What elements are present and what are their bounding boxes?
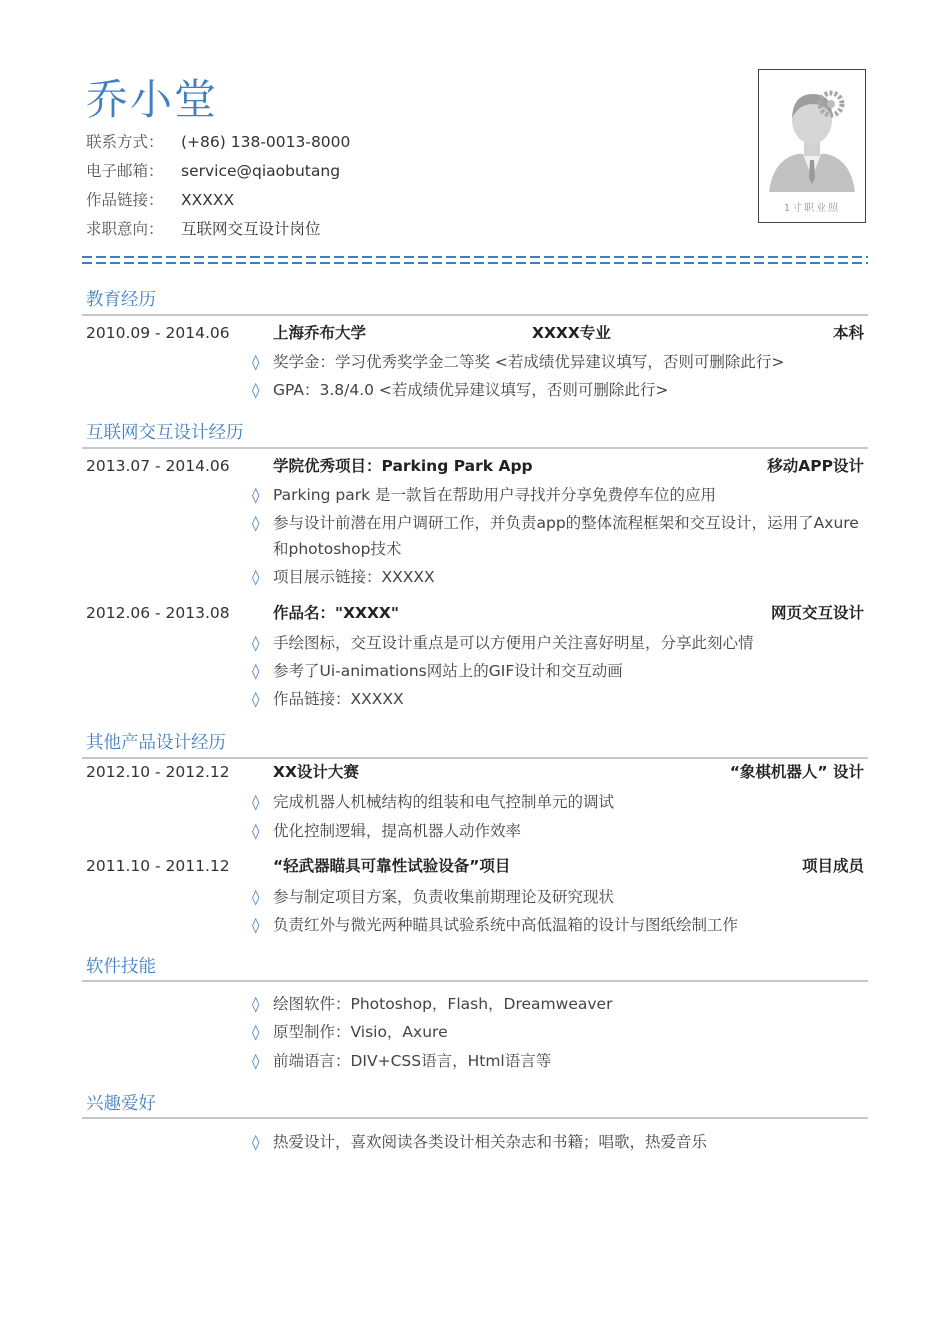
bullet-item [252,349,864,375]
section-rule-product [82,757,868,759]
bullet-item [252,1048,864,1074]
product-entry-1 [86,761,864,783]
contact-phone-label: 联系方式： [86,133,164,151]
bullet-text: 绘图软件：Photoshop，Flash，Dreamweaver [273,995,613,1013]
photo-caption: 1寸职业照 [783,203,841,214]
bullet-text: 参与设计前潜在用户调研工作，并负责app的整体流程框架和交互设计，运用了Axure和photoshop技术 [273,514,859,558]
entry-date: 2010.09 - 2014.06 [86,324,230,342]
bullet-text: 手绘图标，交互设计重点是可以方便用户关注喜好明星，分享此刻心情 [273,634,754,652]
diamond-outline-icon: ◊ [252,662,260,680]
contact-objective-value: 互联网交互设计岗位 [181,220,321,238]
contact-email-value: service@qiaobutang [181,162,341,180]
entry-role: 项目成员 [801,857,864,875]
bullet-text: 参考了Ui-animations网站上的GIF设计和交互动画 [273,662,623,680]
bullet-text: 热爱设计，喜欢阅读各类设计相关杂志和书籍；唱歌，热爱音乐 [273,1133,708,1151]
diamond-outline-icon: ◊ [252,353,260,371]
entry-project: “轻武器瞄具可靠性试验设备”项目 [273,857,511,875]
bullet-text: 原型制作：Visio，Axure [273,1023,448,1041]
header-double-divider [82,253,868,267]
bullet-text: 作品链接：XXXXX [273,690,404,708]
bullet-item [252,884,864,910]
bullet-text: 负责红外与微光两种瞄具试验系统中高低温箱的设计与图纸绘制工作 [273,916,739,934]
diamond-outline-icon: ◊ [252,822,260,840]
education-entry [86,322,864,344]
section-rule-skills [82,980,868,982]
bullet-text: GPA：3.8/4.0 <若成绩优异建议填写，否则可删除此行> [273,381,669,399]
entry-project: XX设计大赛 [273,763,359,781]
entry-major: XXXX专业 [532,324,611,342]
interaction-entry-2 [86,602,864,624]
candidate-name: 乔小堂 [86,75,219,124]
section-rule-interaction [82,447,868,449]
section-title-product: 其他产品设计经历 [86,733,226,753]
diamond-outline-icon: ◊ [252,995,260,1013]
contact-email-label: 电子邮箱： [86,162,164,180]
entry-school: 上海乔布大学 [273,324,367,342]
entry-role: “象棋机器人” 设计 [729,763,864,781]
entry-date: 2013.07 - 2014.06 [86,457,230,475]
entry-date: 2012.10 - 2012.12 [86,763,230,781]
bullet-item [252,377,864,403]
section-rule-hobbies [82,1117,868,1119]
bullet-item [252,818,864,844]
bullet-item [252,482,864,508]
diamond-outline-icon: ◊ [252,1133,260,1151]
diamond-outline-icon: ◊ [252,568,260,586]
contact-portfolio-value: XXXXX [181,191,235,209]
diamond-outline-icon: ◊ [252,916,260,934]
bullet-text: 参与制定项目方案，负责收集前期理论及研究现状 [273,888,615,906]
entry-date: 2012.06 - 2013.08 [86,604,230,622]
section-title-skills: 软件技能 [86,957,156,977]
bullet-item [252,658,864,684]
bullet-item [252,1129,864,1155]
bullet-text: 优化控制逻辑，提高机器人动作效率 [273,822,522,840]
bullet-item [252,912,864,938]
bullet-item [252,564,864,590]
diamond-outline-icon: ◊ [252,486,260,504]
avatar-silhouette-icon [763,74,861,218]
entry-role: 移动APP设计 [767,457,864,475]
bullet-item [252,630,864,656]
bullet-text: 前端语言：DIV+CSS语言，Html语言等 [273,1052,552,1070]
diamond-outline-icon: ◊ [252,793,260,811]
bullet-text: 完成机器人机械结构的组装和电气控制单元的调试 [273,793,615,811]
entry-project: 学院优秀项目：Parking Park App [273,457,533,475]
contact-portfolio-label: 作品链接： [86,191,164,209]
entry-date: 2011.10 - 2011.12 [86,857,230,875]
contact-phone [86,132,350,152]
section-title-interaction: 互联网交互设计经历 [86,423,244,443]
bullet-text: 奖学金：学习优秀奖学金二等奖 <若成绩优异建议填写，否则可删除此行> [273,353,785,371]
entry-degree: 本科 [832,324,864,342]
entry-project: 作品名："XXXX" [273,604,399,622]
contact-portfolio [86,190,234,210]
section-rule-education [82,314,868,316]
diamond-outline-icon: ◊ [252,1023,260,1041]
contact-objective-label: 求职意向： [86,220,164,238]
interaction-entry-1 [86,455,864,477]
section-title-education: 教育经历 [86,290,156,310]
bullet-item [252,1019,864,1045]
contact-objective [86,219,321,239]
diamond-outline-icon: ◊ [252,1052,260,1070]
section-title-hobbies: 兴趣爱好 [86,1094,156,1114]
contact-email [86,161,340,181]
profile-photo-placeholder [758,69,866,223]
diamond-outline-icon: ◊ [252,514,260,532]
contact-phone-value: (+86) 138-0013-8000 [181,133,351,151]
bullet-item [252,510,864,562]
bullet-text: 项目展示链接：XXXXX [273,568,435,586]
product-entry-2 [86,855,864,877]
bullet-text: Parking park 是一款旨在帮助用户寻找并分享免费停车位的应用 [273,486,717,504]
diamond-outline-icon: ◊ [252,634,260,652]
bullet-item [252,789,864,815]
entry-role: 网页交互设计 [770,604,864,622]
bullet-item [252,686,864,712]
diamond-outline-icon: ◊ [252,888,260,906]
bullet-item [252,991,864,1017]
diamond-outline-icon: ◊ [252,690,260,708]
diamond-outline-icon: ◊ [252,381,260,399]
